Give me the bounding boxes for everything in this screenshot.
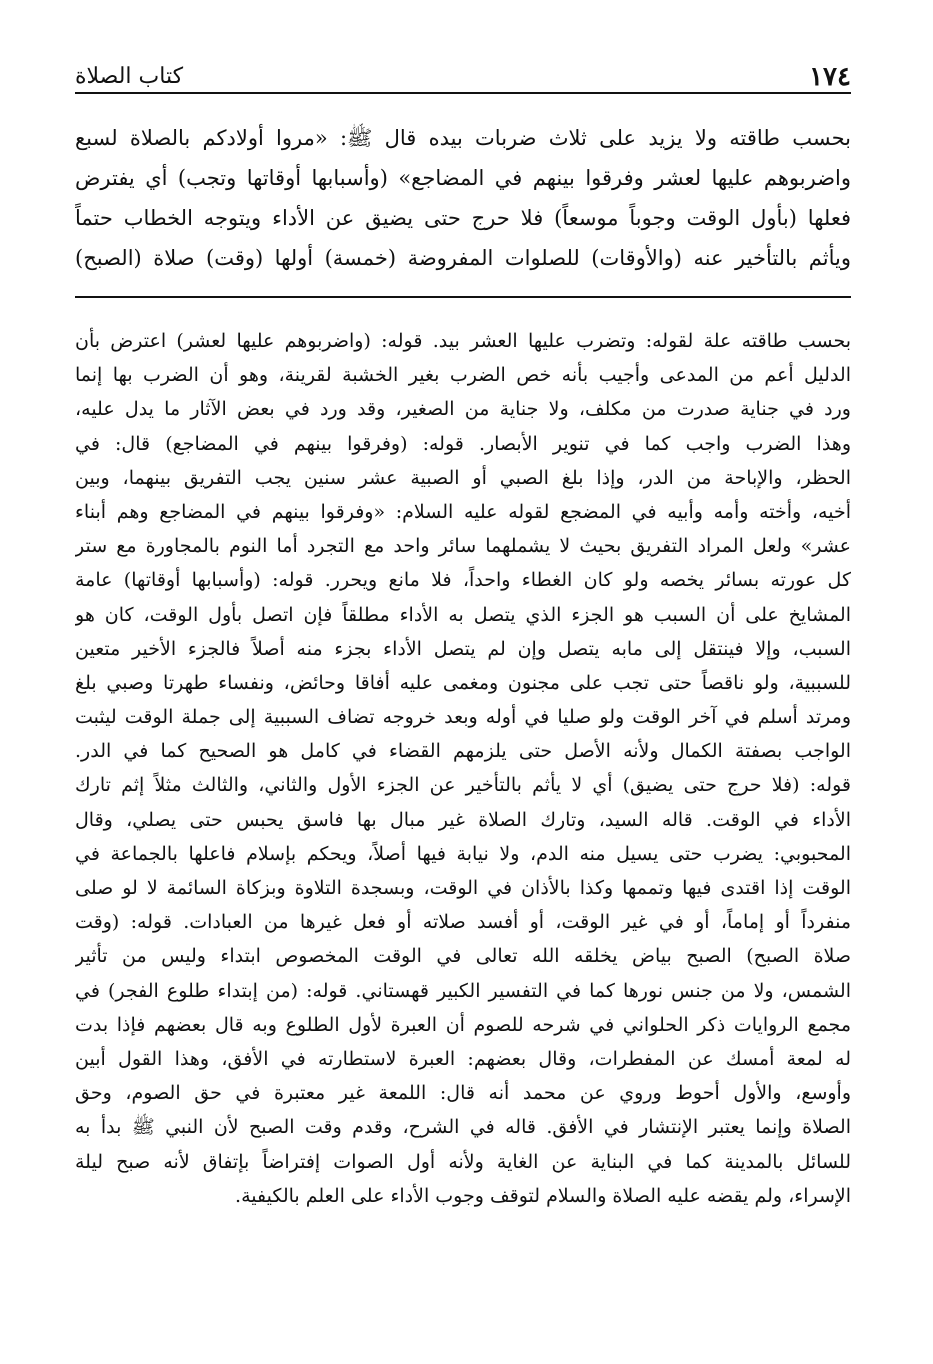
matn-line: بحسب طاقته ولا يزيد على ثلاث ضربات بيده قال ﷺ: «مروا أولادكم بالصلاة لسبع (75, 126, 851, 150)
commentary-line: عشر» ولعل المراد التفريق بحيث لا يشملهما سائر واحد مع التجرد أما النوم بالمجاورة مع ستر (75, 535, 851, 558)
commentary-line: السبب، وإلا فينتقل إلى مابه يتصل وإن لم يتصل الأداء بجزء منه أصلاً فالجزء الأخير متعين (75, 637, 851, 660)
commentary-line: المشايخ على أن السبب هو الجزء الذي يتصل به الأداء مطلقاً فإن اتصل بأول الوقت، كان هو (75, 603, 851, 626)
running-header (75, 58, 851, 94)
book-title: كتاب الصلاة (75, 64, 184, 89)
commentary-line: الوقت إذا اقتدى فيها وتممها وكذا بالأذان في الوقت، وبسجدة التلاوة وبزكاة السائمة لا لو صلى (75, 877, 851, 899)
commentary-line: كل عورته بسائر يخصه ولو كان الغطاء واحداً، فلا مانع ويحرر. قوله: (وأسبابها أوقاتها) عامة (75, 569, 851, 592)
commentary-line: ومرتد أسلم في آخر الوقت ولو صليا في أوله وبعد خروجه تضاف السببية إلى جملة الوقت ليثبت (75, 706, 851, 729)
commentary-line: بحسب طاقته علة لقوله: وتضرب عليها العشر بيد. قوله: (واضربوهم عليها لعشر) اعترض بأن (75, 330, 851, 352)
matn-line: ويأثم بالتأخير عنه (والأوقات) للصلوات المفروضة (خمسة) أولها (وقت) صلاة (الصبح) (75, 246, 851, 270)
commentary-line: الصلاة وإنما يعتبر الإنتشار في الأفق. قاله في الشرح، وقدم وقت الصبح لأن النبي ﷺ بدأ به (75, 1116, 851, 1139)
commentary-line: له لمعة أمسك عن المفطرات، وقال بعضهم: العبرة لاستطارته في الأفق، وهذا القول أبين (75, 1047, 851, 1070)
commentary-line: مجمع الروايات ذكر الحلواني في شرحه للصوم أن العبرة لأول الطلوع وبه قال بعضهم فإذا بدت (75, 1013, 851, 1036)
commentary-line: للسائل بالمدينة كما في البناية عن الغاية ولأنه أول الصوات إفتراضاً بإتفاق لأنه صبح ليلة (75, 1150, 851, 1173)
commentary-line: الشمس، ولا من جنس نورها كما في التفسير الكبير قهستاني. قوله: (من إبتداء طلوع الفجر) في (75, 979, 851, 1002)
commentary-line: صلاة الصبح) الصبح بياض يخلقه الله تعالى في الوقت المخصوص ابتداء وليس من تأثير (75, 945, 851, 968)
commentary-line: وأوسع، والأول أحوط وروي عن محمد أنه قال: اللمعة غير معتبرة في حق الصوم، وحق (75, 1082, 851, 1105)
matn-line: فعلها (بأول الوقت وجوباً موسعاً) فلا حرج حتى يضيق عن الأداء ويتوجه الخطاب حتماً (75, 206, 851, 230)
commentary-line: الأداء في الوقت. قاله السيد، وتارك الصلاة غير مبال بها فاسق يحبس حتى يصلي، وقال (75, 808, 851, 831)
commentary-line: الحظر، والإباحة من الدر، وإذا بلغ الصبي أو الصبية عشر سنين يجب التفريق بينهما، وبين (75, 466, 851, 489)
commentary-line: للسببية، ولو ناقصاً حتى تجب على مجنون ومغمى عليه أفاقا وحائض، ونفساء طهرتا وصبي بلغ (75, 671, 851, 694)
commentary-line: أخيه، وأخته وأمه وأبيه في المضجع لقوله عليه السلام: «وفرقوا بينهم في المضاجع وهم أبناء (75, 500, 851, 523)
commentary-line: منفرداً أو إماماً، أو في غير الوقت، أو أفسد صلاته أو فعل غيرها من العبادات. قوله: (وقت (75, 911, 851, 934)
commentary-line: المحبوبي: يضرب حتى يسيل منه الدم، ولا نيابة فيها أصلاً، ويحكم بإسلام فاعلها بالجماعة في (75, 842, 851, 865)
section-divider (75, 296, 851, 298)
page-number: ١٧٤ (809, 62, 851, 92)
matn-line: واضربوهم عليها لعشر وفرقوا بينهم في المضاجع» (وأسبابها أوقاتها وتجب) أي يفترض (75, 166, 851, 190)
commentary-line: الواجب بصفتة الكمال ولأنه الأصل حتى يلزمهم القضاء في كامل هو الصحيح كما في الدر. (75, 740, 851, 763)
commentary-line: وهذا الضرب واجب كما في تنوير الأبصار. قوله: (وفرقوا بينهم في المضاجع) قال: في (75, 432, 851, 455)
commentary-line: ورد في جناية صدرت من مكلف، ولا جناية من الصغير، وقد ورد في بعض الآثار ما يدل عليه، (75, 398, 851, 421)
commentary-line: قوله: (فلا حرج حتى يضيق) أي لا يأثم بالتأخير عن الجزء الأول والثاني، والثالث مثلاً إثم تارك (75, 774, 851, 797)
commentary-line: الإسراء، ولم يقضه عليه الصلاة والسلام لتوقف وجوب الأداء على العلم بالكيفية. (235, 1184, 851, 1207)
commentary-line: الدليل أعم من المدعى وأجيب بأنه خص الضرب بغير الخشبة لقرينة، وهو أن الضرب بها إنما (75, 364, 851, 387)
matn-text-block (75, 118, 851, 278)
commentary-text-block (75, 324, 851, 1213)
